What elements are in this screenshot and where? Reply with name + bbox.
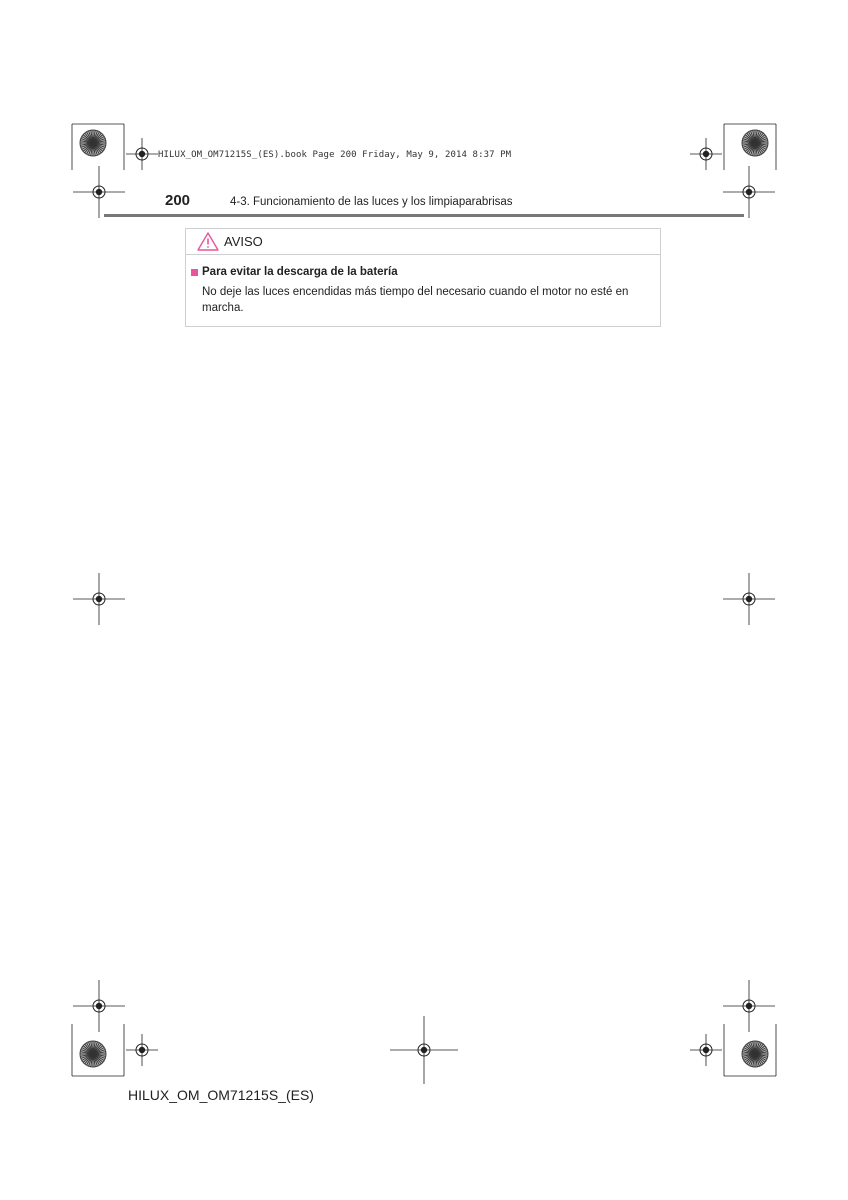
warning-triangle-icon [197, 232, 219, 251]
registration-crosshair-icon [690, 138, 722, 170]
warning-box [185, 228, 661, 327]
registration-crosshair-icon [723, 980, 775, 1032]
radial-starburst-icon [80, 130, 106, 156]
registration-crosshair-icon [73, 573, 125, 625]
registration-crosshair-icon [73, 980, 125, 1032]
registration-crosshair-icon [690, 1034, 722, 1066]
registration-crosshair-icon [126, 1034, 158, 1066]
warning-label: AVISO [224, 234, 263, 249]
radial-starburst-icon [742, 1041, 768, 1067]
pink-square-bullet [191, 269, 198, 276]
registration-crosshair-icon [723, 166, 775, 218]
warning-item-heading: Para evitar la descarga de la batería [202, 266, 398, 278]
footer-document-code: HILUX_OM_OM71215S_(ES) [128, 1087, 314, 1103]
page-number: 200 [165, 192, 191, 209]
print-info-line: HILUX_OM_OM71215S_(ES).book Page 200 Friday, May 9, 2014 8:37 PM [158, 150, 512, 160]
header-rule [104, 214, 744, 217]
radial-starburst-icon [742, 130, 768, 156]
registration-crosshair-icon [390, 1016, 458, 1084]
section-title: 4-3. Funcionamiento de las luces y los limpiaparabrisas [230, 196, 513, 208]
warning-header [186, 229, 660, 255]
radial-starburst-icon [80, 1041, 106, 1067]
registration-crosshair-icon [723, 573, 775, 625]
warning-item-body: No deje las luces encendidas más tiempo del necesario cuando el motor no esté en marcha. [202, 286, 629, 314]
registration-crosshair-icon [126, 138, 158, 170]
registration-crosshair-icon [73, 166, 125, 218]
